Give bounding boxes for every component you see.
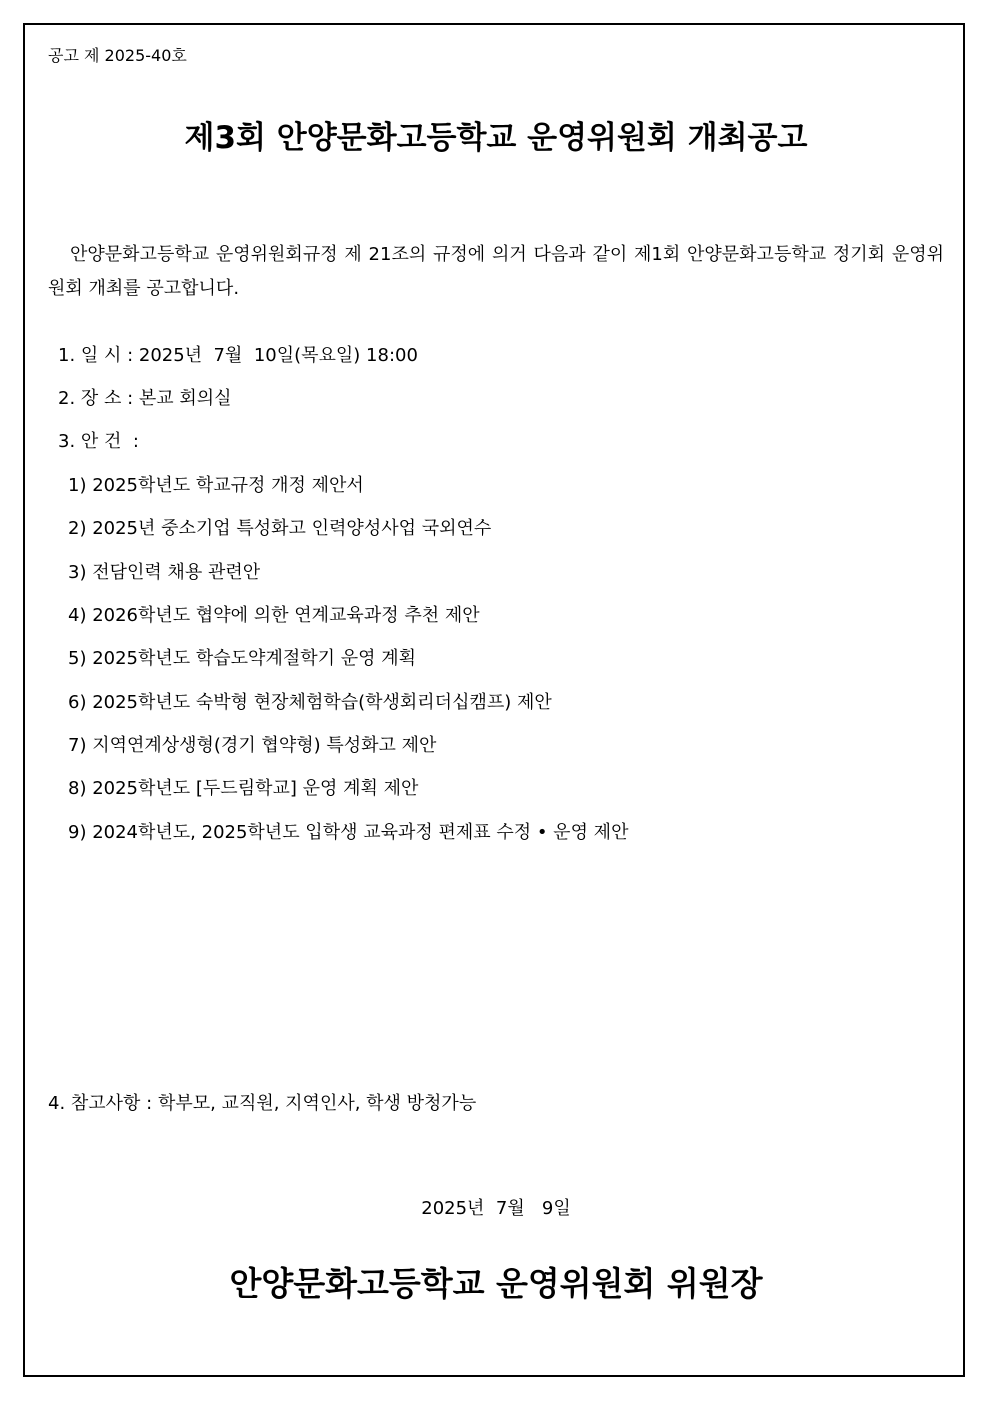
agenda-heading: 3. 안 건 : bbox=[58, 431, 139, 452]
notice-date: 2025년 7월 9일 bbox=[421, 1198, 571, 1219]
agenda-item: 5) 2025학년도 학습도약계절학기 운영 계획 bbox=[68, 648, 416, 669]
agenda-item: 3) 전담인력 채용 관련안 bbox=[68, 562, 261, 583]
agenda-item: 4) 2026학년도 협약에 의한 연계교육과정 추천 제안 bbox=[68, 605, 480, 626]
meeting-location: 2. 장 소 : 본교 회의실 bbox=[58, 388, 232, 409]
reference-note: 4. 참고사항 : 학부모, 교직원, 지역인사, 학생 방청가능 bbox=[48, 1093, 477, 1114]
agenda-item: 7) 지역연계상생형(경기 협약형) 특성화고 제안 bbox=[68, 735, 437, 756]
document-title: 제3회 안양문화고등학교 운영위원회 개최공고 bbox=[184, 120, 808, 156]
meeting-datetime: 1. 일 시 : 2025년 7월 10일(목요일) 18:00 bbox=[58, 345, 418, 366]
agenda-item: 9) 2024학년도, 2025학년도 입학생 교육과정 편제표 수정 • 운영 제안 bbox=[68, 822, 629, 843]
agenda-item: 2) 2025년 중소기업 특성화고 인력양성사업 국외연수 bbox=[68, 518, 492, 539]
intro-paragraph: 안양문화고등학교 운영위원회규정 제 21조의 규정에 의거 다음과 같이 제1회 안양문화고등학교 정기회 운영위원회 개최를 공고합니다. bbox=[48, 244, 944, 299]
agenda-item: 6) 2025학년도 숙박형 현장체험학습(학생회리더십캠프) 제안 bbox=[68, 692, 552, 713]
notice-number: 공고 제 2025-40호 bbox=[48, 46, 187, 65]
agenda-item: 8) 2025학년도 [두드림학교] 운영 계획 제안 bbox=[68, 778, 419, 799]
signature-line: 안양문화고등학교 운영위원회 위원장 bbox=[229, 1264, 763, 1303]
agenda-item: 1) 2025학년도 학교규정 개정 제안서 bbox=[68, 475, 364, 496]
